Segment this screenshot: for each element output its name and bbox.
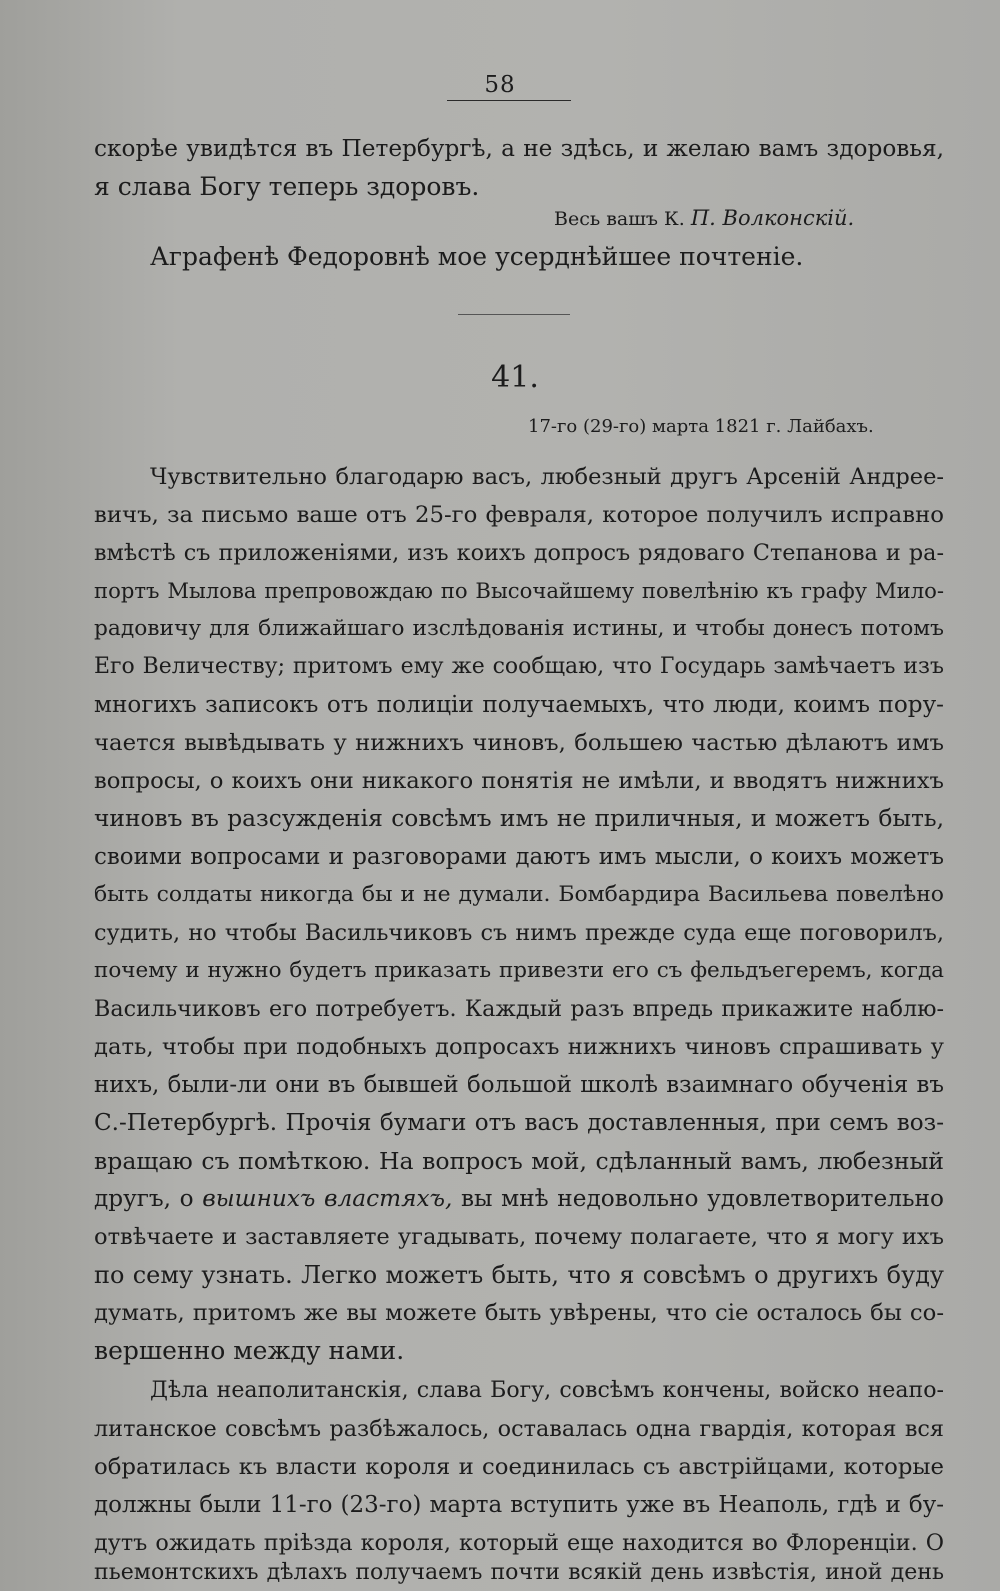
text-line: дутъ ожидать пріѣзда короля, который еще находится во Флоренціи. О [94, 1530, 944, 1556]
text-line: отвѣчаете и заставляете угадывать, почему полагаете, что я могу ихъ [94, 1224, 944, 1250]
text-line: должны были 11-го (23-го) марта вступить уже въ Неаполь, гдѣ и бу- [94, 1492, 944, 1518]
text-line: Чувствительно благодарю васъ, любезный другъ Арсеній Андрее- [150, 464, 944, 490]
dateline: 17-го (29-го) марта 1821 г. Лайбахъ. [528, 416, 874, 437]
text-line: С.-Петербургѣ. Прочія бумаги отъ васъ доставленныя, при семъ воз- [94, 1110, 944, 1136]
postscript: Аграфенѣ Федоровнѣ мое усерднѣйшее почтеніе. [150, 242, 804, 271]
text-line: скорѣе увидѣтся въ Петербургѣ, а не здѣсь, и желаю вамъ здоровья, [94, 135, 944, 162]
text-line: нихъ, были-ли они въ бывшей большой школѣ взаимнаго обученія въ [94, 1072, 944, 1098]
italic-phrase: вышнихъ властяхъ, [202, 1185, 453, 1212]
text-line: своими вопросами и разговорами даютъ имъ мысли, о коихъ можетъ [94, 844, 944, 870]
text-line: по сему узнать. Легко можетъ быть, что я совсѣмъ о другихъ буду [94, 1261, 944, 1289]
signature [554, 206, 854, 230]
page-number: 58 [484, 72, 516, 98]
text-line: обратилась къ власти короля и соединилась съ австрійцами, которые [94, 1454, 944, 1480]
text-line: чиновъ въ разсужденія совсѣмъ имъ не приличныя, и можетъ быть, [94, 805, 944, 832]
section-rule [458, 314, 570, 315]
text-line: дать, чтобы при подобныхъ допросахъ нижнихъ чиновъ спрашивать у [94, 1034, 944, 1060]
text-line: пьемонтскихъ дѣлахъ получаемъ почти всякій день извѣстія, иной день [94, 1560, 944, 1585]
text-line: судить, но чтобы Васильчиковъ съ нимъ прежде суда еще поговорилъ, [94, 920, 944, 946]
signature-name: П. Волконскій. [690, 206, 855, 230]
text-line: вмѣстѣ съ приложеніями, изъ коихъ допросъ рядоваго Степанова и ра- [94, 540, 944, 566]
text-line: многихъ записокъ отъ полиціи получаемыхъ, что люди, коимъ пору- [94, 692, 944, 718]
text-line: вращаю съ помѣткою. На вопросъ мой, сдѣланный вамъ, любезный [94, 1147, 944, 1175]
text-line: вичъ, за письмо ваше отъ 25-го февраля, которое получилъ исправно [94, 502, 944, 528]
text-fragment: другъ, о [94, 1185, 203, 1212]
text-line: чается вывѣдывать у нижнихъ чиновъ, большею частью дѣлаютъ имъ [94, 730, 944, 756]
letter-number: 41. [491, 360, 539, 395]
text-line: портъ Мылова препровождаю по Высочайшему повелѣнію къ графу Мило- [94, 578, 944, 603]
text-line: вершенно между нами. [94, 1336, 405, 1365]
text-line: литанское совсѣмъ разбѣжалось, оставалась одна гвардія, которая вся [94, 1416, 944, 1442]
text-line: радовичу для ближайшаго изслѣдованія истины, и чтобы донесъ потомъ [94, 616, 944, 641]
text-fragment: вы мнѣ недовольно удовлетворительно [452, 1185, 944, 1212]
text-line: думать, притомъ же вы можете быть увѣрены, что сіе осталось бы со- [94, 1300, 944, 1326]
text-line: Васильчиковъ его потребуетъ. Каждый разъ впредь прикажите наблю- [94, 996, 944, 1022]
signature-prefix: Весь вашъ К. [554, 208, 685, 230]
text-line-with-italic [94, 1182, 944, 1216]
text-line: вопросы, о коихъ они никакого понятія не имѣли, и вводятъ нижнихъ [94, 768, 944, 794]
text-line: я слава Богу теперь здоровъ. [94, 172, 480, 201]
text-line: почему и нужно будетъ приказать привезти его съ фельдъегеремъ, когда [94, 958, 944, 983]
text-line: Дѣла неаполитанскія, слава Богу, совсѣмъ кончены, войско неапо- [150, 1378, 944, 1403]
header-rule [447, 100, 571, 101]
text-line: быть солдаты никогда бы и не думали. Бомбардира Васильева повелѣно [94, 882, 944, 907]
text-line: Его Величеству; притомъ ему же сообщаю, что Государь замѣчаетъ изъ [94, 654, 944, 679]
